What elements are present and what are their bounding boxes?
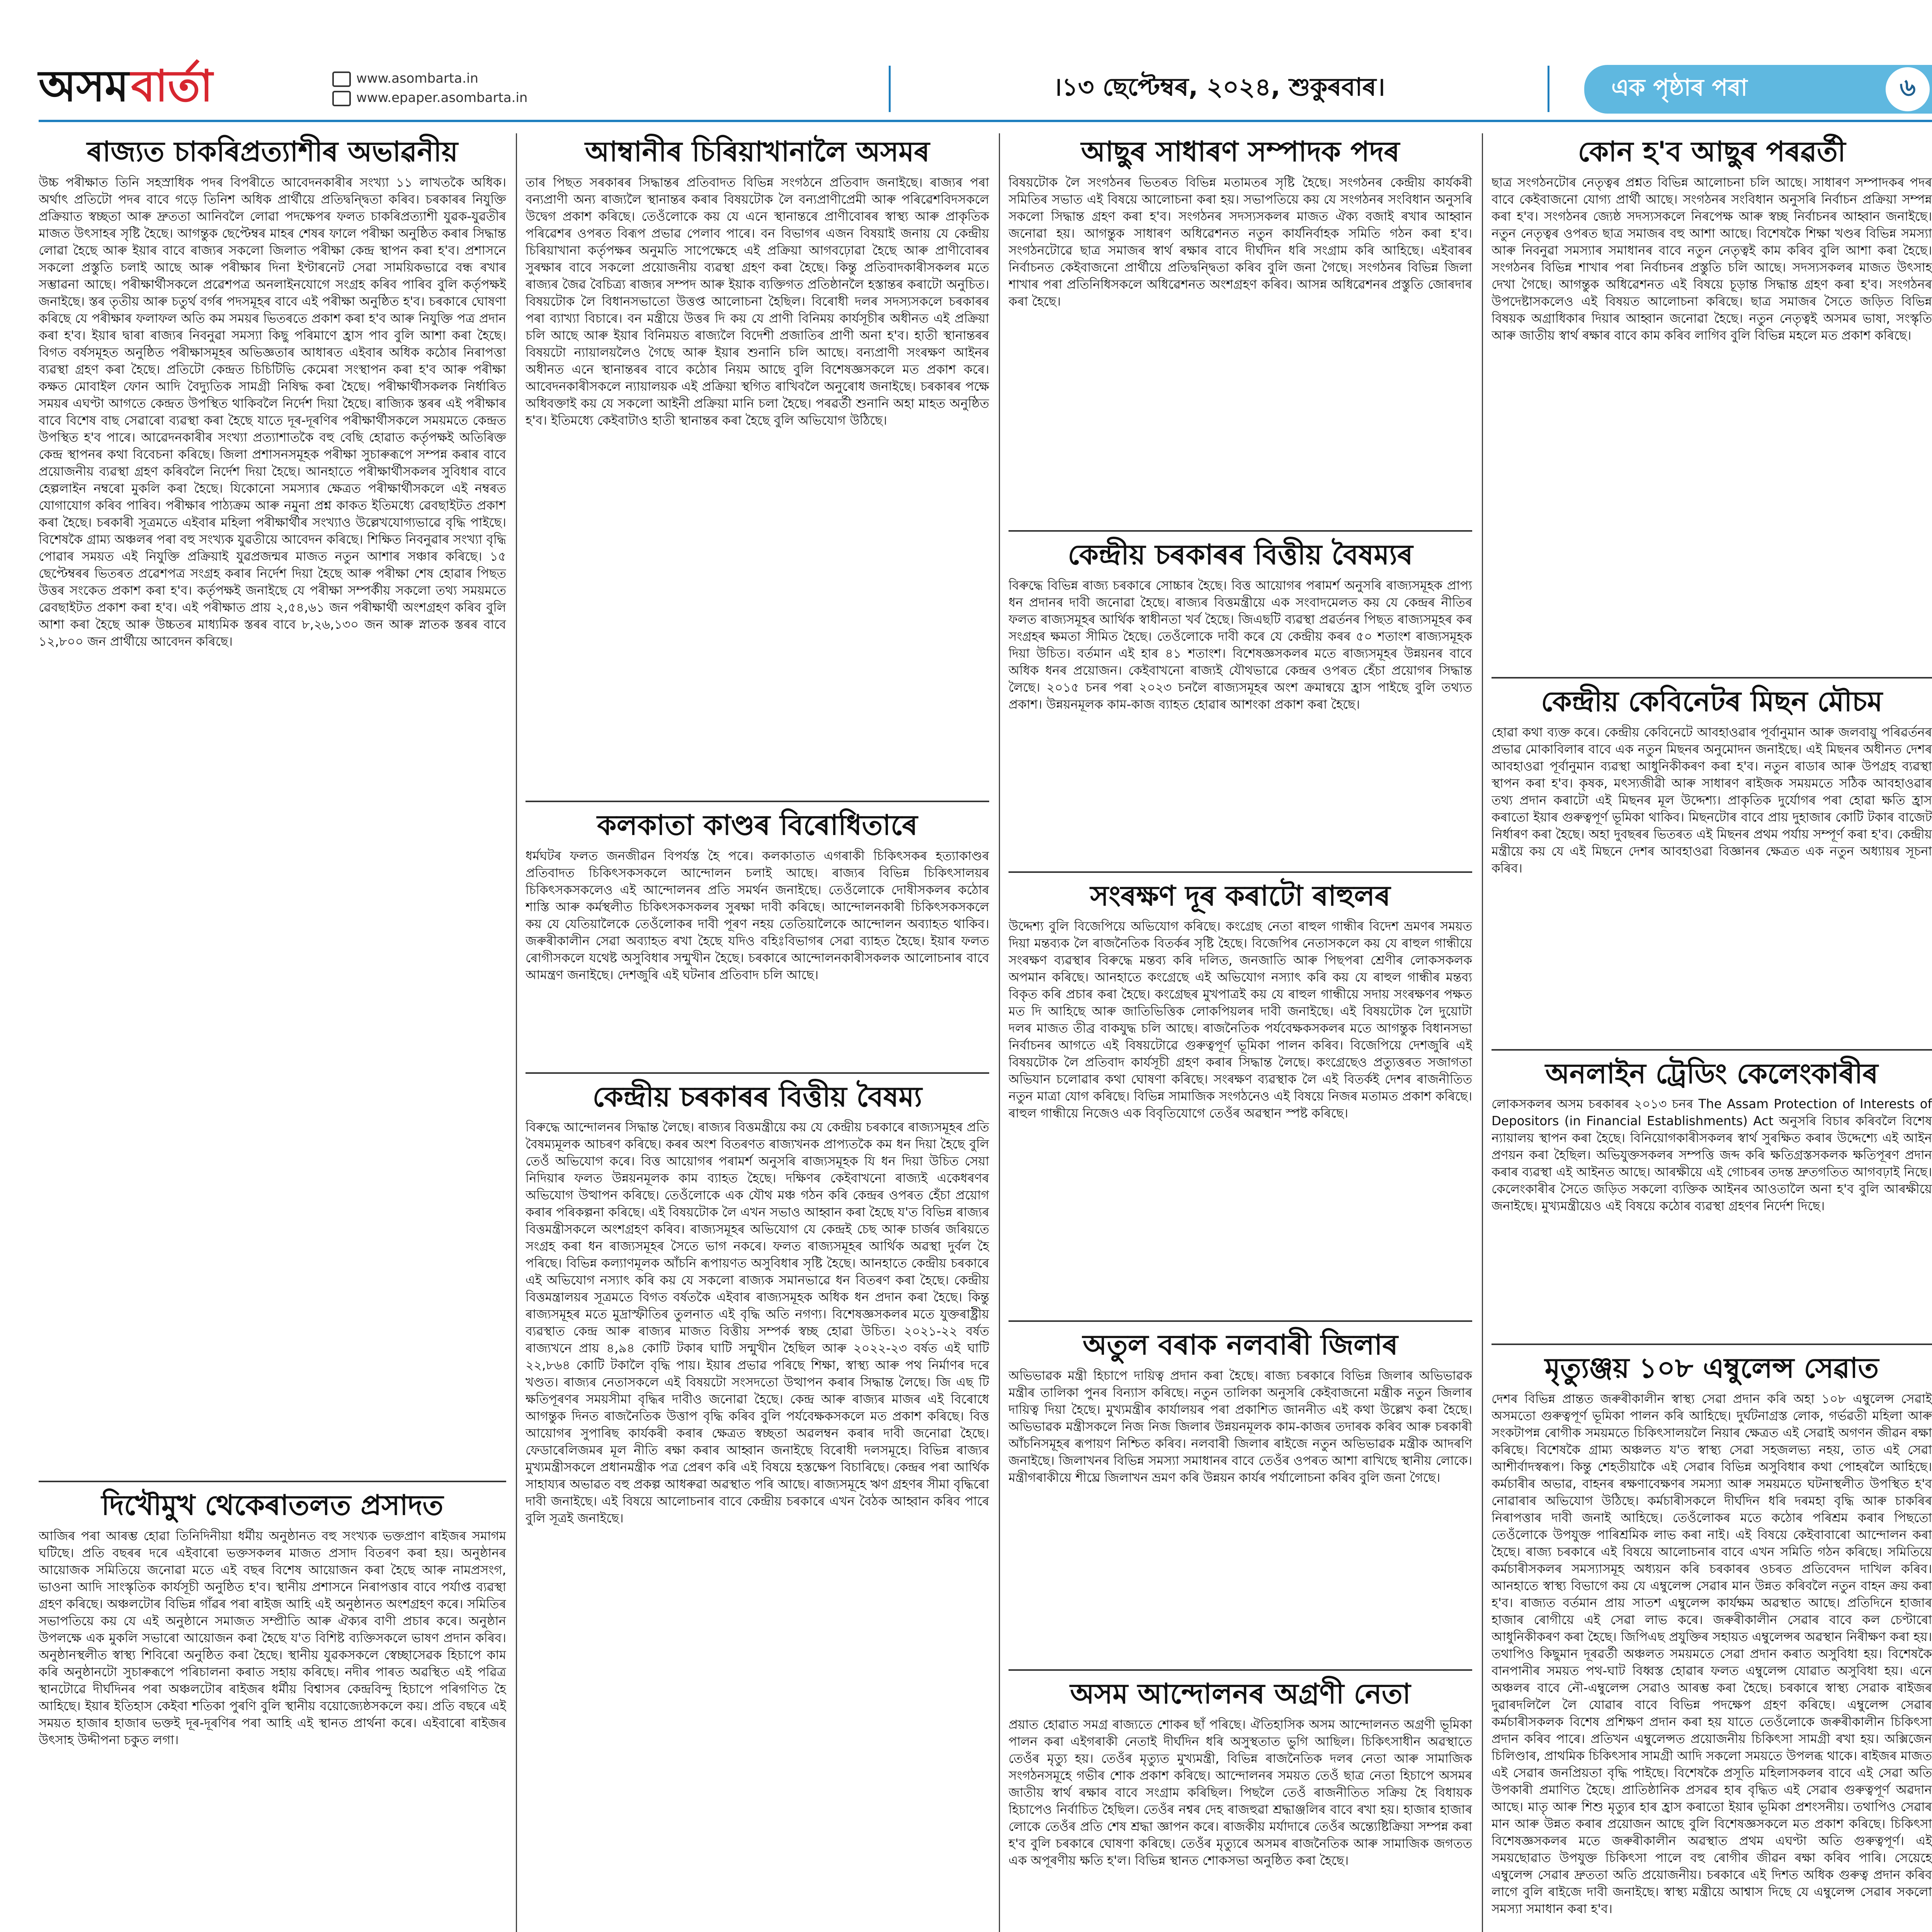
article-body: বিৰুদ্ধে আন্দোলনৰ সিদ্ধান্ত লৈছে। ৰাজ্যৰ বিত্তমন্ত্ৰীয়ে কয় যে কেন্দ্ৰীয় চৰকাৰে ৰাজ্যসমূহৰ প্ৰতি বৈষম্যমূলক আচৰণ কৰিছে। কৰৰ অংশ বিতৰণত ৰাজ্যখনক প্ৰাপ্যতকৈ কম ধন দিয়া হৈছে বুলি তেওঁ অভিযোগ কৰে। বিত্ত আয়োগৰ পৰামৰ্শ অনুসৰি ৰাজ্যসমূহক যি ধন দিয়া উচিত সেয়া নিদিয়াৰ ফলত উন্নয়নমূলক কাম ব্যাহত হৈছে। দক্ষিণৰ কেইবাখনো ৰাজ্যই একেধৰণৰ অভিযোগ উত্থাপন কৰিছে। তেওঁলোকে এক যৌথ মঞ্চ গঠন কৰি কেন্দ্ৰৰ ওপৰত হেঁচা প্ৰয়োগ কৰাৰ পৰিকল্পনা কৰিছে। এই বিষয়টোক লৈ এখন সভাও আহ্বান কৰা হৈছে য'ত বিভিন্ন ৰাজ্যৰ বিত্তমন্ত্ৰীসকলে অংশগ্ৰহণ কৰিব। ৰাজ্যসমূহৰ অভিযোগ যে কেন্দ্ৰই চেছ আৰু চাৰ্জৰ জৰিয়তে সংগ্ৰহ কৰা ধন ৰাজ্যসমূহৰ সৈতে ভাগ নকৰে। ফলত ৰাজ্যসমূহৰ আৰ্থিক অৱস্থা দুৰ্বল হৈ পৰিছে। বিভিন্ন কল্যাণমূলক আঁচনি ৰূপায়ণত অসুবিধাৰ সৃষ্টি হৈছে। আনহাতে কেন্দ্ৰীয় চৰকাৰে এই অভিযোগ নস্যাৎ কৰি কয় যে সকলো ৰাজ্যক সমানভাৱে ধন বিতৰণ কৰা হৈছে। কেন্দ্ৰীয় বিত্তমন্ত্ৰালয়ৰ সূত্ৰমতে বিগত বৰ্ষতকৈ এইবাৰ ৰাজ্যসমূহক অধিক ধন প্ৰদান কৰা হৈছে। কিন্তু ৰাজ্যসমূহৰ মতে মুদ্ৰাস্ফীতিৰ তুলনাত এই বৃদ্ধি অতি নগণ্য। বিশেষজ্ঞসকলৰ মতে যুক্তৰাষ্ট্ৰীয় ব্যৱস্থাত কেন্দ্ৰ আৰু ৰাজ্যৰ মাজত বিত্তীয় সম্পৰ্ক স্বচ্ছ হোৱা উচিত। ২০২১-২২ বৰ্ষত ৰাজ্যখনে প্ৰায় ৪,৯৪ কোটি টকাৰ ঘাটি সন্মুখীন হৈছিল আৰু ২০২২-২৩ বৰ্ষত এই ঘাটি ২২,৮৬৪ কোটি টকালৈ বৃদ্ধি পায়। ইয়াৰ প্ৰভাৱ পৰিছে শিক্ষা, স্বাস্থ্য আৰু পথ নিৰ্মাণৰ দৰে খণ্ডত। ৰাজ্যৰ নেতাসকলে এই বিষয়টো সংসদতো উত্থাপন কৰাৰ সিদ্ধান্ত লৈছে। জি এছ টি ক্ষতিপূৰণৰ সময়সীমা বৃদ্ধিৰ দাবীও জনোৱা হৈছে। কেন্দ্ৰ আৰু ৰাজ্যৰ মাজৰ এই বিৰোধে আগন্তুক দিনত ৰাজনৈতিক উত্তাপ বৃদ্ধি কৰিব বুলি পৰ্যবেক্ষকসকলে মত প্ৰকাশ কৰিছে। বিত্ত আয়োগৰ সুপাৰিছ কাৰ্যকৰী কৰাৰ ক্ষেত্ৰত স্বচ্ছতা অৱলম্বন কৰাৰ দাবী জনোৱা হৈছে। ফেডাৰেলিজমৰ মূল নীতি ৰক্ষা কৰাৰ আহ্বান জনাইছে বিৰোধী দলসমূহে। বিভিন্ন ৰাজ্যৰ মুখ্যমন্ত্ৰীসকলে প্ৰধানমন্ত্ৰীক পত্ৰ প্ৰেৰণ কৰি এই বিষয়ে হস্তক্ষেপ বিচাৰিছে। কেন্দ্ৰৰ পৰা আৰ্থিক সাহায্যৰ অভাৱত বহু প্ৰকল্প আধৰুৱা অৱস্থাত পৰি আছে। ৰাজ্যসমূহে ঋণ গ্ৰহণৰ সীমা বৃদ্ধিৰো দাবী জনাইছে। এই বিষয়ে আলোচনাৰ বাবে কেন্দ্ৰীয় চৰকাৰে এখন বৈঠক আহ্বান কৰিব পাৰে বুলি সূত্ৰই জনাইছে।: [526, 1120, 989, 1526]
article: [526, 809, 989, 1064]
headline[interactable]: কলকাতা কাণ্ডৰ বিৰোধিতাৰে: [597, 808, 918, 841]
logo-left-text: অসম: [39, 60, 129, 111]
headline[interactable]: সংৰক্ষণ দূৰ কৰাটো ৰাহুলৰ: [1090, 879, 1391, 912]
headline[interactable]: মৃত্যুঞ্জয় ১০৮ এম্বুলেন্স সেৱাত: [1544, 1351, 1879, 1384]
divider: [1009, 1669, 1472, 1671]
article: [1009, 136, 1472, 522]
article-body: বিষয়টোক লৈ সংগঠনৰ ভিতৰত বিভিন্ন মতামতৰ সৃষ্টি হৈছে। সংগঠনৰ কেন্দ্ৰীয় কাৰ্যকৰী সমিতিৰ সভাত এই বিষয়ে আলোচনা কৰা হয়। সভাপতিয়ে কয় যে সংগঠনৰ সংবিধান অনুসৰি সকলো সিদ্ধান্ত গ্ৰহণ কৰা হ'ব। সংগঠনৰ সদস্যসকলৰ মাজত ঐক্য বজাই ৰখাৰ আহ্বান জনোৱা হয়। আগন্তুক সাধাৰণ অধিৱেশনত নতুন কাৰ্যনিৰ্বাহক সমিতি গঠন কৰা হ'ব। সংগঠনটোৱে ছাত্ৰ সমাজৰ স্বাৰ্থ ৰক্ষাৰ বাবে দীৰ্ঘদিন ধৰি সংগ্ৰাম কৰি আহিছে। এইবাৰৰ নিৰ্বাচনত কেইবাজনো প্ৰাৰ্থীয়ে প্ৰতিদ্বন্দ্বিতা কৰিব বুলি জনা গৈছে। সংগঠনৰ বিভিন্ন জিলা শাখাৰ পৰা প্ৰতিনিধিসকলে অধিৱেশনত অংশগ্ৰহণ কৰিব। আসন্ন অধিৱেশনৰ প্ৰস্তুতি জোৰদাৰ কৰা হৈছে।: [1009, 175, 1472, 309]
article-body: ধৰ্মঘটৰ ফলত জনজীৱন বিপৰ্যস্ত হৈ পৰে। কলকাতাত এগৰাকী চিকিৎসকৰ হত্যাকাণ্ডৰ প্ৰতিবাদত চিকিৎসকসকলে আন্দোলন চলাই আছে। ৰাজ্যৰ বিভিন্ন চিকিৎসালয়ৰ চিকিৎসকসকলেও এই আন্দোলনৰ প্ৰতি সমৰ্থন জনাইছে। তেওঁলোকে দোষীসকলৰ কঠোৰ শাস্তি আৰু কৰ্মস্থলীত চিকিৎসকসকলৰ সুৰক্ষা দাবী কৰিছে। আন্দোলনকাৰী চিকিৎসকসকলে কয় যে যেতিয়ালৈকে তেওঁলোকৰ দাবী পূৰণ নহয় তেতিয়ালৈকে আন্দোলন অব্যাহত থাকিব। জৰুৰীকালীন সেৱা অব্যাহত ৰখা হৈছে যদিও বহিঃবিভাগৰ সেৱা ব্যাহত হৈছে। ইয়াৰ ফলত ৰোগীসকলে যথেষ্ট অসুবিধাৰ সন্মুখীন হৈছে। চৰকাৰে আন্দোলনকাৰীসকলক আলোচনাৰ বাবে আমন্ত্ৰণ জনাইছে। দেশজুৰি এই ঘটনাৰ প্ৰতিবাদ চলি আছে।: [526, 848, 989, 982]
article-body: লোকসকলৰ অসম চৰকাৰৰ ২০১৩ চনৰ The Assam Protection of Interests of Depositors (in Financial Establishments) Act অনুসৰি বিচাৰ কৰিবলৈ বিশেষ ন্যায়ালয় স্থাপন কৰা হৈছে। বিনিয়োগকাৰীসকলৰ স্বাৰ্থ সুৰক্ষিত কৰাৰ উদ্দেশ্যে এই আইন প্ৰণয়ন কৰা হৈছিল। অভিযুক্তসকলৰ সম্পত্তি জব্দ কৰি ক্ষতিগ্ৰস্তসকলক ক্ষতিপূৰণ প্ৰদান কৰাৰ ব্যৱস্থা এই আইনত আছে। আৰক্ষীয়ে এই গোচৰৰ তদন্ত দ্ৰুতগতিত আগবঢ়াই নিছে। কেলেংকাৰীৰ সৈতে জড়িত সকলো ব্যক্তিক আইনৰ আওতালৈ অনা হ'ব বুলি আৰক্ষীয়ে জনাইছে। মুখ্যমন্ত্ৰীয়েও এই বিষয়ে কঠোৰ ব্যৱস্থা গ্ৰহণৰ নিৰ্দেশ দিছে।: [1492, 1097, 1932, 1214]
divider: [1009, 530, 1472, 532]
article: [1492, 136, 1932, 668]
article: [1009, 539, 1472, 863]
headline[interactable]: কেন্দ্ৰীয় চৰকাৰৰ বিত্তীয় বৈষম্য: [592, 1080, 922, 1113]
newspaper-logo[interactable]: [39, 62, 213, 116]
article: [39, 1489, 506, 1932]
masthead: [39, 58, 1932, 122]
column-divider: [999, 133, 1000, 1932]
article-body: অভিভাৱক মন্ত্ৰী হিচাপে দায়িত্ব প্ৰদান কৰা হৈছে। ৰাজ্য চৰকাৰে বিভিন্ন জিলাৰ অভিভাৱক মন্ত্ৰীৰ তালিকা পুনৰ বিন্যাস কৰিছে। নতুন তালিকা অনুসৰি কেইবাজনো মন্ত্ৰীক নতুন জিলাৰ দায়িত্ব দিয়া হৈছে। মুখ্যমন্ত্ৰীৰ কাৰ্যালয়ৰ পৰা প্ৰকাশিত জাননীত এই কথা উল্লেখ কৰা হৈছে। অভিভাৱক মন্ত্ৰীসকলে নিজ নিজ জিলাৰ উন্নয়নমূলক কাম-কাজৰ তদাৰক কৰিব আৰু চৰকাৰী আঁচনিসমূহৰ ৰূপায়ণ নিশ্চিত কৰিব। নলবাৰী জিলাৰ ৰাইজে নতুন অভিভাৱক মন্ত্ৰীক আদৰণি জনাইছে। জিলাখনৰ বিভিন্ন সমস্যা সমাধানৰ বাবে তেওঁৰ ওপৰত আশা ৰাখিছে স্থানীয় লোকে। মন্ত্ৰীগৰাকীয়ে শীঘ্ৰে জিলাখন ভ্ৰমণ কৰি উন্নয়ন কাৰ্যৰ পৰ্যালোচনা কৰিব বুলি জনা গৈছে।: [1009, 1368, 1472, 1485]
website-link[interactable]: www.asombarta.in: [356, 71, 478, 86]
article-body: ছাত্ৰ সংগঠনটোৰ নেতৃত্বৰ প্ৰশ্নত বিভিন্ন আলোচনা চলি আছে। সাধাৰণ সম্পাদকৰ পদৰ বাবে কেইবাজনো যোগ্য প্ৰাৰ্থী আছে। সংগঠনৰ সংবিধান অনুসৰি নিৰ্বাচন প্ৰক্ৰিয়া সম্পন্ন কৰা হ'ব। সংগঠনৰ জ্যেষ্ঠ সদস্যসকলে নিৰপেক্ষ আৰু স্বচ্ছ নিৰ্বাচনৰ আহ্বান জনাইছে। নতুন নেতৃত্বৰ ওপৰত ছাত্ৰ সমাজৰ বহু আশা আছে। বিশেষকৈ শিক্ষা খণ্ডৰ বিভিন্ন সমস্যা আৰু নিবনুৱা সমস্যাৰ সমাধানৰ বাবে নতুন নেতৃত্বই কাম কৰিব বুলি আশা কৰা হৈছে। সংগঠনৰ বিভিন্ন শাখাৰ পৰা নিৰ্বাচনৰ প্ৰস্তুতি চলি আছে। সদস্যসকলৰ মাজত উৎসাহ দেখা গৈছে। আগন্তুক অধিৱেশনত এই বিষয়ে চূড়ান্ত সিদ্ধান্ত গ্ৰহণ কৰা হ'ব। সংগঠনৰ উপদেষ্টাসকলেও এই বিষয়ত আলোচনা কৰিছে। ছাত্ৰ সমাজৰ সৈতে জড়িত বিভিন্ন বিষয়ক অগ্ৰাধিকাৰ দিয়াৰ আহ্বান জনোৱা হৈছে। নতুন নেতৃত্বই অসমৰ ভাষা, সংস্কৃতি আৰু জাতীয় স্বাৰ্থ ৰক্ষাৰ বাবে কাম কৰিব লাগিব বুলি বিভিন্ন মহলে মত প্ৰকাশ কৰিছে।: [1492, 175, 1932, 343]
column-divider: [516, 133, 517, 1932]
headline[interactable]: কোন হ'ব আছুৰ পৰৱৰ্তী: [1578, 135, 1846, 168]
epaper-link[interactable]: www.epaper.asombarta.in: [356, 90, 528, 105]
headline[interactable]: দিখৌমুখ থেকেৰাতলত প্ৰসাদত: [101, 1488, 444, 1521]
divider: [526, 1072, 989, 1074]
column-divider: [1482, 133, 1483, 1932]
article-body: বিৰুদ্ধে বিভিন্ন ৰাজ্য চৰকাৰে সোচ্চাৰ হৈছে। বিত্ত আয়োগৰ পৰামৰ্শ অনুসৰি ৰাজ্যসমূহক প্ৰাপ্য ধন প্ৰদানৰ দাবী জনোৱা হৈছে। ৰাজ্যৰ বিত্তমন্ত্ৰীয়ে এক সংবাদমেলত কয় যে কেন্দ্ৰৰ নীতিৰ ফলত ৰাজ্যসমূহৰ আৰ্থিক স্বাধীনতা খৰ্ব হৈছে। জিএছটি ব্যৱস্থা প্ৰৱৰ্তনৰ পিছত ৰাজ্যসমূহৰ কৰ সংগ্ৰহৰ ক্ষমতা সীমিত হৈছে। তেওঁলোকে দাবী কৰে যে কেন্দ্ৰীয় কৰৰ ৫০ শতাংশ ৰাজ্যসমূহক দিয়া উচিত। বৰ্তমান এই হাৰ ৪১ শতাংশ। বিশেষজ্ঞসকলৰ মতে ৰাজ্যসমূহৰ উন্নয়নৰ বাবে অধিক ধনৰ প্ৰয়োজন। কেইবাখনো ৰাজ্যই যৌথভাৱে কেন্দ্ৰৰ ওপৰত হেঁচা প্ৰয়োগৰ সিদ্ধান্ত লৈছে। ২০১৫ চনৰ পৰা ২০২৩ চনলৈ ৰাজ্যসমূহৰ অংশ ক্ৰমান্বয়ে হ্ৰাস পাইছে বুলি তথ্যত প্ৰকাশ। উন্নয়নমূলক কাম-কাজ ব্যাহত হোৱাৰ আশংকা প্ৰকাশ কৰা হৈছে।: [1009, 578, 1472, 712]
article: [39, 136, 506, 1472]
column-3: [1009, 133, 1472, 1932]
website-info: [332, 69, 527, 107]
article-body: আজিৰ পৰা আৰম্ভ হোৱা তিনিদিনীয়া ধৰ্মীয় অনুষ্ঠানত বহু সংখ্যক ভক্তপ্ৰাণ ৰাইজৰ সমাগম ঘটিছে। প্ৰতি বছৰৰ দৰে এইবাৰো ভক্তসকলৰ মাজত প্ৰসাদ বিতৰণ কৰা হয়। অনুষ্ঠানৰ আয়োজক সমিতিয়ে জনোৱা মতে এই বছৰ বিশেষ আয়োজন কৰা হৈছে আৰু নামপ্ৰসংগ, ভাওনা আদি সাংস্কৃতিক কাৰ্যসূচী অনুষ্ঠিত হ'ব। স্থানীয় প্ৰশাসনে নিৰাপত্তাৰ বাবে পৰ্যাপ্ত ব্যৱস্থা গ্ৰহণ কৰিছে। অঞ্চলটোৰ বিভিন্ন গাঁৱৰ পৰা ৰাইজ আহি এই অনুষ্ঠানত অংশগ্ৰহণ কৰে। সমিতিৰ সভাপতিয়ে কয় যে এই অনুষ্ঠানে সমাজত সম্প্ৰীতি আৰু ঐক্যৰ বাণী প্ৰচাৰ কৰে। অনুষ্ঠান উপলক্ষে এক মুকলি সভাৰো আয়োজন কৰা হৈছে য'ত বিশিষ্ট ব্যক্তিসকলে ভাষণ প্ৰদান কৰিব। অনুষ্ঠানস্থলীত স্বাস্থ্য শিবিৰো অনুষ্ঠিত কৰা হৈছে। স্থানীয় যুৱকসকলে স্বেচ্ছাসেৱক হিচাপে কাম কৰি অনুষ্ঠানটো সুচাৰুৰূপে পৰিচালনা কৰাত সহায় কৰিছে। নদীৰ পাৰত অৱস্থিত এই পৱিত্ৰ স্থানটোৱে দীৰ্ঘদিনৰ পৰা অঞ্চলটোৰ ৰাইজৰ ধৰ্মীয় বিশ্বাসৰ কেন্দ্ৰবিন্দু হিচাপে পৰিগণিত হৈ আহিছে। ইয়াৰ ইতিহাস কেইবা শতিকা পুৰণি বুলি স্থানীয় বয়োজ্যেষ্ঠসকলে কয়। প্ৰতি বছৰে এই সময়ত হাজাৰ হাজাৰ ভক্তই দূৰ-দূৰণিৰ পৰা আহি এই স্থানত প্ৰাৰ্থনা কৰে। এইবাৰো ৰাইজৰ উৎসাহ উদ্দীপনা চকুত লগা।: [39, 1528, 506, 1747]
column-1: [39, 133, 506, 1932]
article-body: প্ৰয়াত হোৱাত সমগ্ৰ ৰাজ্যতে শোকৰ ছাঁ পৰিছে। ঐতিহাসিক অসম আন্দোলনত অগ্ৰণী ভূমিকা পালন কৰা এইগৰাকী নেতাই দীৰ্ঘদিন ধৰি অসুস্থতাত ভুগি আছিল। চিকিৎসাধীন অৱস্থাতে তেওঁৰ মৃত্যু হয়। তেওঁৰ মৃত্যুত মুখ্যমন্ত্ৰী, বিভিন্ন ৰাজনৈতিক দলৰ নেতা আৰু সামাজিক সংগঠনসমূহে গভীৰ শোক প্ৰকাশ কৰিছে। আন্দোলনৰ সময়ত তেওঁ ছাত্ৰ নেতা হিচাপে অসমৰ জাতীয় স্বাৰ্থ ৰক্ষাৰ বাবে সংগ্ৰাম কৰিছিল। পিছলৈ তেওঁ ৰাজনীতিত সক্ৰিয় হৈ বিধায়ক হিচাপেও নিৰ্বাচিত হৈছিল। তেওঁৰ নশ্বৰ দেহ ৰাজহুৱা শ্ৰদ্ধাঞ্জলিৰ বাবে ৰখা হয়। হাজাৰ হাজাৰ লোকে তেওঁৰ প্ৰতি শেষ শ্ৰদ্ধা জ্ঞাপন কৰে। ৰাজকীয় মৰ্যাদাৰে তেওঁৰ অন্ত্যেষ্টিক্ৰিয়া সম্পন্ন কৰা হ'ব বুলি চৰকাৰে ঘোষণা কৰিছে। তেওঁৰ মৃত্যুৰে অসমৰ ৰাজনৈতিক আৰু সামাজিক জগতত এক অপূৰণীয় ক্ষতি হ'ল। বিভিন্ন স্থানত শোকসভা অনুষ্ঠিত কৰা হৈছে।: [1009, 1717, 1472, 1868]
article-body: উচ্চ পৰীক্ষাত তিনি সহস্ৰাধিক পদৰ বিপৰীতে আবেদনকাৰীৰ সংখ্যা ১১ লাখতকৈ অধিক। অৰ্থাৎ প্ৰতিটো পদৰ বাবে গড়ে তিনিশ অধিক প্ৰাৰ্থীয়ে প্ৰতিদ্বন্দ্বিতা কৰিব। চৰকাৰৰ নিযুক্তি প্ৰক্ৰিয়াত স্বচ্ছতা আৰু দ্ৰুততা আনিবলৈ লোৱা পদক্ষেপৰ ফলত চাকৰিপ্ৰত্যাশী যুৱক-যুৱতীৰ মাজত উৎসাহৰ সৃষ্টি হৈছে। আগন্তুক ছেপ্টেম্বৰ মাহৰ শেষৰ ফালে পৰীক্ষা অনুষ্ঠিত কৰাৰ সিদ্ধান্ত লোৱা হৈছে আৰু ইয়াৰ বাবে ৰাজ্যৰ সকলো জিলাত পৰীক্ষা কেন্দ্ৰ স্থাপন কৰা হ'ব। প্ৰশাসনে সকলো প্ৰস্তুতি চলাই আছে আৰু পৰীক্ষাৰ দিনা ইণ্টাৰনেট সেৱা সাময়িকভাৱে বন্ধ ৰখাৰ সম্ভাৱনা আছে। পৰীক্ষাৰ্থীসকলে প্ৰৱেশপত্ৰ অনলাইনযোগে সংগ্ৰহ কৰিব পাৰিব বুলি কৰ্তৃপক্ষই জনাইছে। স্তৰ তৃতীয় আৰু চতুৰ্থ বৰ্গৰ পদসমূহৰ বাবে এই পৰীক্ষা অনুষ্ঠিত হ'ব। চৰকাৰে ঘোষণা কৰিছে যে পৰীক্ষাৰ ফলাফল অতি কম সময়ৰ ভিতৰতে প্ৰকাশ কৰা হ'ব আৰু নিযুক্তি পত্ৰ প্ৰদান কৰা হ'ব। ইয়াৰ দ্বাৰা ৰাজ্যৰ নিবনুৱা সমস্যা কিছু পৰিমাণে হ্ৰাস পাব বুলি আশা কৰা হৈছে। বিগত বৰ্ষসমূহত অনুষ্ঠিত পৰীক্ষাসমূহৰ অভিজ্ঞতাৰ আধাৰত এইবাৰ অধিক কঠোৰ নিৰাপত্তা ব্যৱস্থা গ্ৰহণ কৰা হৈছে। প্ৰতিটো কেন্দ্ৰত চিচিটিভি কেমেৰা সংস্থাপন কৰা হ'ব আৰু পৰীক্ষা কক্ষত মোবাইল ফোন আদি বৈদ্যুতিক সামগ্ৰী নিষিদ্ধ কৰা হৈছে। পৰীক্ষাৰ্থীসকলক নিৰ্ধাৰিত সময়ৰ এঘণ্টা আগতে কেন্দ্ৰত উপস্থিত থাকিবলৈ নিৰ্দেশ দিয়া হৈছে। ৰাজ্যিক স্তৰৰ এই পৰীক্ষাৰ বাবে বিশেষ বাছ সেৱাৰো ব্যৱস্থা কৰা হৈছে যাতে দূৰ-দূৰণিৰ পৰীক্ষাৰ্থীসকলে সময়মতে কেন্দ্ৰত উপস্থিত হ'ব পাৰে। আৱেদনকাৰীৰ সংখ্যা প্ৰত্যাশাতকৈ বহু বেছি হোৱাত কৰ্তৃপক্ষই অতিৰিক্ত কেন্দ্ৰ স্থাপনৰ কথা বিবেচনা কৰিছে। জিলা প্ৰশাসনসমূহক পৰীক্ষা সুচাৰুৰূপে সম্পন্ন কৰাৰ বাবে প্ৰয়োজনীয় ব্যৱস্থা গ্ৰহণ কৰিবলৈ নিৰ্দেশ দিয়া হৈছে। আনহাতে পৰীক্ষাৰ্থীসকলৰ সুবিধাৰ বাবে হেল্পলাইন নম্বৰো মুকলি কৰা হৈছে। যিকোনো সমস্যাৰ ক্ষেত্ৰত পৰীক্ষাৰ্থীসকলে এই নম্বৰত যোগাযোগ কৰিব পাৰিব। পৰীক্ষাৰ পাঠ্যক্ৰম আৰু নমুনা প্ৰশ্ন কাকত ইতিমধ্যে ৱেবছাইটত প্ৰকাশ কৰা হৈছে। চৰকাৰী সূত্ৰমতে এইবাৰ মহিলা পৰীক্ষাৰ্থীৰ সংখ্যাও উল্লেখযোগ্যভাৱে বৃদ্ধি পাইছে। বিশেষকৈ গ্ৰাম্য অঞ্চলৰ পৰা বহু সংখ্যক যুৱতীয়ে আবেদন কৰিছে। শিক্ষিত নিবনুৱাৰ সংখ্যা বৃদ্ধি পোৱাৰ সময়ত এই নিযুক্তি প্ৰক্ৰিয়াই যুৱপ্ৰজন্মৰ মাজত নতুন আশাৰ সঞ্চাৰ কৰিছে। ১৫ ছেপ্টেম্বৰৰ ভিতৰত প্ৰৱেশপত্ৰ সংগ্ৰহ কৰাৰ নিৰ্দেশ দিয়া হৈছে আৰু পৰীক্ষা শেষ হোৱাৰ পিছত উত্তৰ সংকেত প্ৰকাশ কৰা হ'ব। কৰ্তৃপক্ষই জনাইছে যে পৰীক্ষা সম্পৰ্কীয় সকলো তথ্য সময়মতে ৱেবছাইটত প্ৰকাশ কৰা হ'ব। এই পৰীক্ষাত প্ৰায় ২,৫৪,৬১ জন পৰীক্ষাৰ্থী অংশগ্ৰহণ কৰিব বুলি আশা কৰা হৈছে আৰু উচ্চতৰ মাধ্যমিক স্তৰৰ বাবে ৮,২৬,১৩০ জন আৰু স্নাতক স্তৰৰ বাবে ১২,৮০০ জন প্ৰাৰ্থীয়ে আবেদন কৰিছে।: [39, 175, 506, 649]
article: [1009, 1678, 1472, 1932]
article: [526, 1081, 989, 1932]
column-2: [526, 133, 989, 1932]
article: [1492, 1352, 1932, 1932]
divider: [39, 1481, 506, 1482]
divider: [526, 801, 989, 802]
article: [1492, 1058, 1932, 1335]
page-continuation-label: এক পৃষ্ঠাৰ পৰা: [1611, 74, 1748, 101]
article-body: হোৱা কথা ব্যক্ত কৰে। কেন্দ্ৰীয় কেবিনেটে আবহাওৱাৰ পূৰ্বানুমান আৰু জলবায়ু পৰিৱৰ্তনৰ প্ৰভাৱ মোকাবিলাৰ বাবে এক নতুন মিছনৰ অনুমোদন জনাইছে। এই মিছনৰ অধীনত দেশৰ আবহাওৱা পূৰ্বানুমান ব্যৱস্থা আধুনিকীকৰণ কৰা হ'ব। নতুন ৰাডাৰ আৰু উপগ্ৰহ ব্যৱস্থা স্থাপন কৰা হ'ব। কৃষক, মৎস্যজীৱী আৰু সাধাৰণ ৰাইজক সময়মতে সঠিক আবহাওৱাৰ তথ্য প্ৰদান কৰাটো এই মিছনৰ মূল উদ্দেশ্য। প্ৰাকৃতিক দুৰ্যোগৰ পৰা হোৱা ক্ষতি হ্ৰাস কৰাতো ইয়াৰ গুৰুত্বপূৰ্ণ ভূমিকা থাকিব। মিছনটোৰ বাবে প্ৰায় দুহাজাৰ কোটি টকাৰ বাজেট নিৰ্ধাৰণ কৰা হৈছে। অহা দুবছৰৰ ভিতৰত এই মিছনৰ প্ৰথম পৰ্যায় সম্পূৰ্ণ কৰা হ'ব। কেন্দ্ৰীয় মন্ত্ৰীয়ে কয় যে এই মিছনে দেশৰ আবহাওৱা বিজ্ঞানৰ ক্ষেত্ৰত এক নতুন অধ্যায়ৰ সূচনা কৰিব।: [1492, 724, 1932, 876]
article: [1009, 1329, 1472, 1661]
article-body: তাৰ পিছত সৰকাৰৰ সিদ্ধান্তৰ প্ৰতিবাদত বিভিন্ন সংগঠনে প্ৰতিবাদ জনাইছে। ৰাজ্যৰ পৰা বন্যপ্ৰাণী অন্য ৰাজ্যলৈ স্থানান্তৰ কৰাৰ বিষয়টোক লৈ বন্যপ্ৰাণীপ্ৰেমী আৰু পৰিৱেশবিদসকলে উদ্বেগ প্ৰকাশ কৰিছে। তেওঁলোকে কয় যে এনে স্থানান্তৰে প্ৰাণীবোৰৰ স্বাস্থ্য আৰু প্ৰাকৃতিক পৰিৱেশৰ ওপৰত বিৰূপ প্ৰভাৱ পেলাব পাৰে। বন বিভাগৰ এজন বিষয়াই জনায় যে কেন্দ্ৰীয় চিৰিয়াখানা কৰ্তৃপক্ষৰ অনুমতি সাপেক্ষেহে এই প্ৰক্ৰিয়া আগবঢ়োৱা হৈছে আৰু প্ৰাণীবোৰৰ সুৰক্ষাৰ বাবে সকলো প্ৰয়োজনীয় ব্যৱস্থা গ্ৰহণ কৰা হৈছে। কিন্তু প্ৰতিবাদকাৰীসকলৰ মতে ৰাজ্যৰ জৈৱ বৈচিত্ৰ্য ৰাজ্যৰ সম্পদ আৰু ইয়াক ব্যক্তিগত প্ৰতিষ্ঠানলৈ হস্তান্তৰ কৰাটো অনুচিত। বিষয়টোক লৈ বিধানসভাতো উত্তপ্ত আলোচনা হৈছিল। বিৰোধী দলৰ সদস্যসকলে চৰকাৰৰ পৰা ব্যাখ্যা বিচাৰে। বন মন্ত্ৰীয়ে উত্তৰ দি কয় যে প্ৰাণী বিনিময় কাৰ্যসূচীৰ অধীনত এই প্ৰক্ৰিয়া চলি আছে আৰু ইয়াৰ বিনিময়ত ৰাজ্যলৈ বিদেশী প্ৰজাতিৰ প্ৰাণী অনা হ'ব। হাতী স্থানান্তৰৰ বিষয়টো ন্যায়ালয়লৈও গৈছে আৰু ইয়াৰ শুনানি চলি আছে। বন্যপ্ৰাণী সংৰক্ষণ আইনৰ অধীনত এনে স্থানান্তৰৰ বাবে কঠোৰ নিয়ম আছে বুলি বিশেষজ্ঞসকলে মত প্ৰকাশ কৰে। আবেদনকাৰীসকলে ন্যায়ালয়ক এই প্ৰক্ৰিয়া স্থগিত ৰাখিবলৈ অনুৰোধ জনাইছে। চৰকাৰৰ পক্ষে অধিবক্তাই কয় যে সকলো আইনী প্ৰক্ৰিয়া মানি চলা হৈছে। পৰৱৰ্তী শুনানি অহা মাহত অনুষ্ঠিত হ'ব। ইতিমধ্যে কেইবাটাও হাতী স্থানান্তৰ কৰা হৈছে বুলি অভিযোগ উঠিছে।: [526, 175, 989, 428]
article: [1492, 685, 1932, 1041]
epaper-icon: [332, 91, 351, 106]
divider: [1009, 871, 1472, 873]
article-body: উদ্দেশ্য বুলি বিজেপিয়ে অভিযোগ কৰিছে। কংগ্ৰেছ নেতা ৰাহুল গান্ধীৰ বিদেশ ভ্ৰমণৰ সময়ত দিয়া মন্তব্যক লৈ ৰাজনৈতিক বিতৰ্কৰ সৃষ্টি হৈছে। বিজেপিৰ নেতাসকলে কয় যে ৰাহুল গান্ধীয়ে সংৰক্ষণ ব্যৱস্থাৰ বিৰুদ্ধে মন্তব্য কৰি দলিত, জনজাতি আৰু পিছপৰা শ্ৰেণীৰ লোকসকলক অপমান কৰিছে। আনহাতে কংগ্ৰেছে এই অভিযোগ নস্যাৎ কৰি কয় যে ৰাহুল গান্ধীৰ মন্তব্য বিকৃত কৰি প্ৰচাৰ কৰা হৈছে। কংগ্ৰেছৰ মুখপাত্ৰই কয় যে ৰাহুল গান্ধীয়ে সদায় সংৰক্ষণৰ পক্ষত মত দি আহিছে আৰু জাতিভিত্তিক লোকপিয়লৰ দাবী জনাইছে। এই বিষয়টোক লৈ দুয়োটা দলৰ মাজত তীব্ৰ বাকযুদ্ধ চলি আছে। ৰাজনৈতিক পৰ্যবেক্ষকসকলৰ মতে আগন্তুক বিধানসভা নিৰ্বাচনৰ আগতে এই বিষয়টোৱে গুৰুত্বপূৰ্ণ ভূমিকা পালন কৰিব। বিজেপিয়ে দেশজুৰি এই বিষয়টোক লৈ প্ৰতিবাদ কাৰ্যসূচী গ্ৰহণ কৰাৰ সিদ্ধান্ত লৈছে। কংগ্ৰেছেও প্ৰত্যুত্তৰত সজাগতা অভিযান চলোৱাৰ কথা ঘোষণা কৰিছে। সংৰক্ষণ ব্যৱস্থাক লৈ এই বিতৰ্কই দেশৰ ৰাজনীতিত নতুন মাত্ৰা যোগ কৰিছে। বিভিন্ন সামাজিক সংগঠনেও এই বিষয়ে নিজৰ মতামত প্ৰকাশ কৰিছে। ৰাহুল গান্ধীয়ে নিজেও এক বিবৃতিযোগে তেওঁৰ অৱস্থান স্পষ্ট কৰিছে।: [1009, 919, 1472, 1121]
page-flag: [1584, 65, 1932, 114]
article: [1009, 880, 1472, 1312]
page-number: ৬: [1883, 65, 1932, 114]
logo-right-text: বাৰ্তা: [131, 60, 213, 111]
headline[interactable]: আম্বানীৰ চিৰিয়াখানালৈ অসমৰ: [585, 135, 930, 168]
divider: [1492, 677, 1932, 679]
web-icon: [332, 71, 351, 87]
issue-date: ।১৩ ছেপ্টেম্বৰ, ২০২৪, শুকুৰবাৰ।: [889, 66, 1549, 112]
column-4: [1492, 133, 1932, 1932]
headline[interactable]: কেন্দ্ৰীয় চৰকাৰৰ বিত্তীয় বৈষম্যৰ: [1068, 537, 1413, 571]
headline[interactable]: অনলাইন ট্ৰেডিং কেলেংকাৰীৰ: [1545, 1056, 1878, 1090]
divider: [1492, 1344, 1932, 1345]
headline[interactable]: অসম আন্দোলনৰ অগ্ৰণী নেতা: [1070, 1677, 1411, 1710]
divider: [1009, 1320, 1472, 1322]
article: [526, 136, 989, 792]
headline[interactable]: অতুল বৰাক নলবাৰী জিলাৰ: [1083, 1328, 1398, 1361]
headline[interactable]: কেন্দ্ৰীয় কেবিনেটৰ মিছন মৌচম: [1541, 684, 1883, 718]
headline[interactable]: আছুৰ সাধাৰণ সম্পাদক পদৰ: [1081, 135, 1400, 168]
headline[interactable]: ৰাজ্যত চাকৰিপ্ৰত্যাশীৰ অভাৱনীয়: [87, 135, 458, 168]
article-body: দেশৰ বিভিন্ন প্ৰান্তত জৰুৰীকালীন স্বাস্থ্য সেৱা প্ৰদান কৰি অহা ১০৮ এম্বুলেন্স সেৱাই অসমতো গুৰুত্বপূৰ্ণ ভূমিকা পালন কৰি আহিছে। দুৰ্ঘটনাগ্ৰস্ত লোক, গৰ্ভৱতী মহিলা আৰু সংকটাপন্ন ৰোগীক সময়মতে চিকিৎসালয়লৈ নিয়াৰ ক্ষেত্ৰত এই সেৱাই অগণন জীৱন ৰক্ষা কৰিছে। বিশেষকৈ গ্ৰাম্য অঞ্চলত য'ত স্বাস্থ্য সেৱা সহজলভ্য নহয়, তাত এই সেৱা আশীৰ্বাদস্বৰূপ। কিন্তু শেহতীয়াকৈ এই সেৱাৰ বিভিন্ন অসুবিধাৰ কথা পোহৰলৈ আহিছে। কৰ্মচাৰীৰ অভাৱ, বাহনৰ ৰক্ষণাবেক্ষণৰ সমস্যা আৰু সময়মতে ঘটনাস্থলীত উপস্থিত হ'ব নোৱাৰাৰ অভিযোগ উঠিছে। কৰ্মচাৰীসকলে দীৰ্ঘদিন ধৰি দৰমহা বৃদ্ধি আৰু চাকৰিৰ নিৰাপত্তাৰ দাবী জনাই আহিছে। তেওঁলোকৰ মতে কঠোৰ পৰিশ্ৰম কৰাৰ পিছতো তেওঁলোকে উপযুক্ত পাৰিশ্ৰমিক লাভ কৰা নাই। এই বিষয়ে কেইবাবাৰো আন্দোলন কৰা হৈছে। ৰাজ্য চৰকাৰে এই বিষয়ে আলোচনাৰ বাবে এখন সমিতি গঠন কৰিছে। সমিতিয়ে কৰ্মচাৰীসকলৰ সমস্যাসমূহ অধ্যয়ন কৰি চৰকাৰৰ ওচৰত প্ৰতিবেদন দাখিল কৰিব। আনহাতে স্বাস্থ্য বিভাগে কয় যে এম্বুলেন্স সেৱাৰ মান উন্নত কৰিবলৈ নতুন বাহন ক্ৰয় কৰা হ'ব। ৰাজ্যত বৰ্তমান প্ৰায় সাতশ এম্বুলেন্স কাৰ্যক্ষম অৱস্থাত আছে। প্ৰতিদিনে হাজাৰ হাজাৰ ৰোগীয়ে এই সেৱা লাভ কৰে। জৰুৰীকালীন সেৱাৰ বাবে কল চেণ্টাৰো আধুনিকীকৰণ কৰা হৈছে। জিপিএছ প্ৰযুক্তিৰ সহায়ত এম্বুলেন্সৰ অৱস্থান নিৰীক্ষণ কৰা হয়। তথাপিও কিছুমান দূৰৱৰ্তী অঞ্চলত সময়মতে সেৱা প্ৰদান কৰাত অসুবিধা হয়। বিশেষকৈ বানপানীৰ সময়ত পথ-ঘাট বিধ্বস্ত হোৱাৰ ফলত এম্বুলেন্স যোৱাত অসুবিধা হয়। এনে অঞ্চলৰ বাবে নৌ-এম্বুলেন্স সেৱাও আৰম্ভ কৰা হৈছে। চৰকাৰে স্বাস্থ্য সেৱাক ৰাইজৰ দুৱাৰদলিলৈ লৈ যোৱাৰ বাবে বিভিন্ন পদক্ষেপ গ্ৰহণ কৰিছে। এম্বুলেন্স সেৱাৰ কৰ্মচাৰীসকলক বিশেষ প্ৰশিক্ষণ প্ৰদান কৰা হয় যাতে তেওঁলোকে জৰুৰীকালীন চিকিৎসা প্ৰদান কৰিব পাৰে। প্ৰতিখন এম্বুলেন্সত প্ৰয়োজনীয় চিকিৎসা সামগ্ৰী ৰখা হয়। অক্সিজেন চিলিণ্ডাৰ, প্ৰাথমিক চিকিৎসাৰ সামগ্ৰী আদি সকলো সময়তে উপলব্ধ থাকে। ৰাইজৰ মাজত এই সেৱাৰ জনপ্ৰিয়তা বৃদ্ধি পাইছে। বিশেষকৈ প্ৰসূতি মহিলাসকলৰ বাবে এই সেৱা অতি উপকাৰী প্ৰমাণিত হৈছে। প্ৰাতিষ্ঠানিক প্ৰসৱৰ হাৰ বৃদ্ধিত এই সেৱাৰ গুৰুত্বপূৰ্ণ অৱদান আছে। মাতৃ আৰু শিশু মৃত্যুৰ হাৰ হ্ৰাস কৰাতো ইয়াৰ ভূমিকা প্ৰশংসনীয়। তথাপিও সেৱাৰ মান আৰু উন্নত কৰাৰ প্ৰয়োজন আছে বুলি বিশেষজ্ঞসকলে মত প্ৰকাশ কৰিছে। চিকিৎসা বিশেষজ্ঞসকলৰ মতে জৰুৰীকালীন অৱস্থাত প্ৰথম এঘণ্টা অতি গুৰুত্বপূৰ্ণ। এই সময়ছোৱাত উপযুক্ত চিকিৎসা পালে বহু ৰোগীৰ জীৱন ৰক্ষা কৰিব পাৰি। সেয়েহে এম্বুলেন্স সেৱাৰ দ্ৰুততা অতি প্ৰয়োজনীয়। চৰকাৰে এই দিশত অধিক গুৰুত্ব প্ৰদান কৰিব লাগে বুলি ৰাইজে দাবী জনাইছে। স্বাস্থ্য মন্ত্ৰীয়ে আশ্বাস দিছে যে এম্বুলেন্স সেৱাৰ সকলো সমস্যা সমাধান কৰা হ'ব।: [1492, 1391, 1932, 1917]
divider: [1492, 1049, 1932, 1051]
